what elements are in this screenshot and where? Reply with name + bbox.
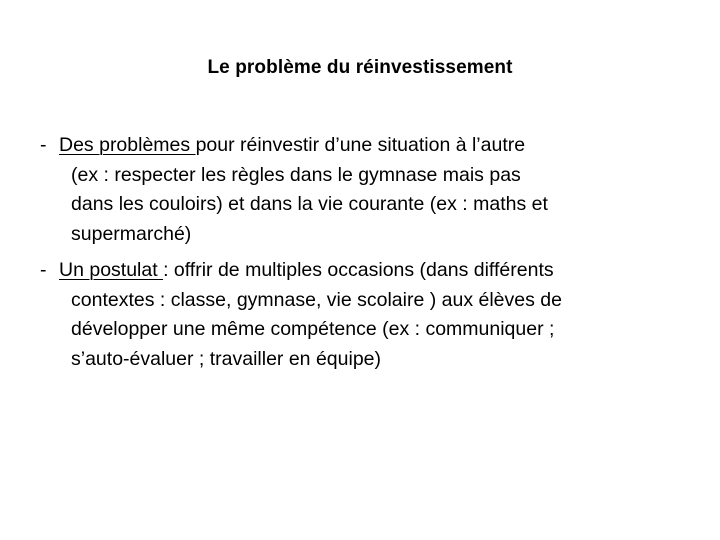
bullet-first-line [59,256,700,286]
bullet-first-line-text: pour réinvestir d’une situation à l’autre [195,134,526,156]
slide-title: Le problème du réinvestissement [207,57,513,78]
bullet-first-line [59,131,700,161]
bullet-emphasis: Un postulat [59,259,164,281]
bullet-item [40,131,700,249]
bullet-item [40,256,700,374]
bullet-line: contextes : classe, gymnase, vie scolaire ) aux élèves de [71,288,562,311]
bullet-marker: - [40,259,47,281]
bullet-first-line-text: : offrir de multiples occasions (dans différents [163,259,554,281]
bullet-list [40,131,700,381]
bullet-line: développer une même compétence (ex : communiquer ; [71,318,555,340]
bullet-line: supermarché) [71,222,192,245]
bullet-emphasis: Des problèmes [59,134,196,156]
bullet-line: (ex : respecter les règles dans le gymnase mais pas [71,163,521,186]
bullet-marker: - [40,134,47,156]
bullet-line: s’auto-évaluer ; travailler en équipe) [71,347,382,370]
bullet-line: dans les couloirs) et dans la vie courante (ex : maths et [71,193,548,215]
